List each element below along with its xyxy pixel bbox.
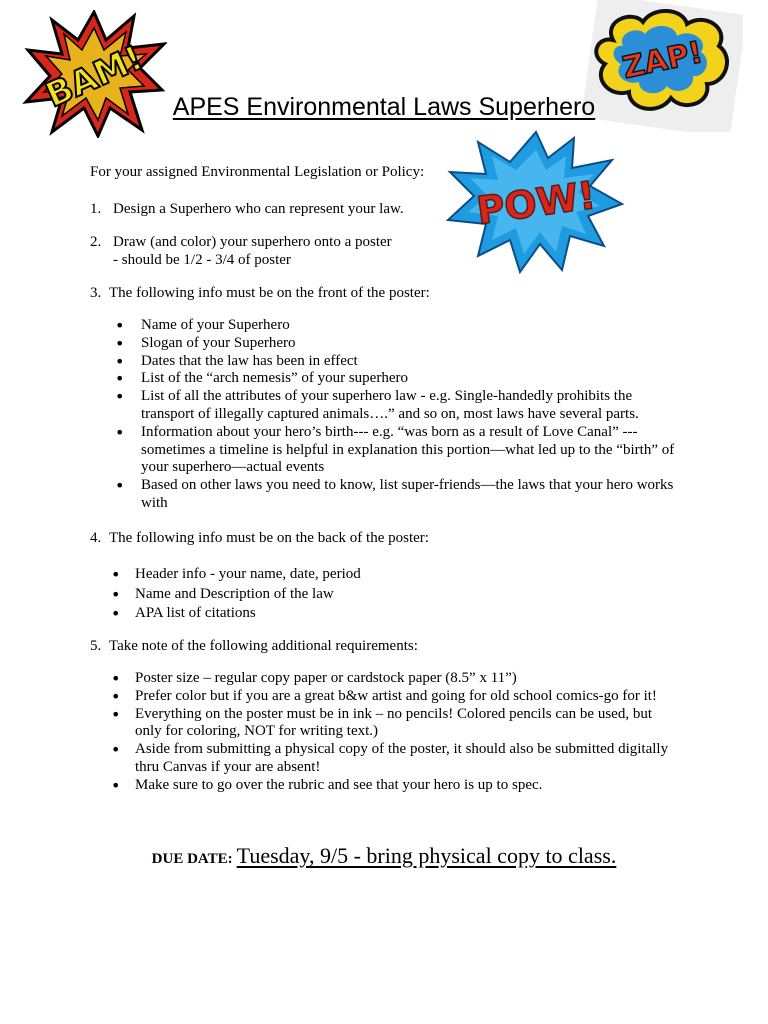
list-item: • Header info - your name, date, period <box>111 565 361 585</box>
list-item: • Information about your hero’s birth--- e.g. “was born as a result of Love Canal” --- sometimes a timeline is helpful in explanation this portion—what led up to the “birth” of your superhero—actual events <box>115 424 674 477</box>
step-number: 3. <box>90 285 102 301</box>
step-text: The following info must be on the back of the poster: <box>109 530 429 546</box>
step-number: 2. <box>90 234 102 250</box>
list-item: • Poster size – regular copy paper or cardstock paper (8.5” x 11”) <box>111 670 668 688</box>
step-5 <box>90 637 418 655</box>
list-item: • Aside from submitting a physical copy of the poster, it should also be submitted digitally thru Canvas if your are absent! <box>111 741 668 777</box>
list-item: • Based on other laws you need to know, list super-friends—the laws that your hero works with <box>115 477 674 513</box>
pow-text: POW! <box>473 172 599 234</box>
list-item: • Slogan of your Superhero <box>115 335 674 353</box>
step-number: 5. <box>90 638 102 654</box>
list-item: • APA list of citations <box>111 604 361 624</box>
step-text: Design a Superhero who can represent your law. <box>113 201 404 217</box>
zap-text: ZAP! <box>619 35 706 87</box>
front-requirements-list <box>115 317 674 513</box>
list-item: • Name of your Superhero <box>115 317 674 335</box>
step-text: Draw (and color) your superhero onto a poster <box>113 234 392 250</box>
list-item: • List of the “arch nemesis” of your superhero <box>115 370 674 388</box>
page-title: APES Environmental Laws Superhero <box>172 93 596 121</box>
additional-requirements-list <box>111 670 668 795</box>
back-requirements-list <box>111 565 361 624</box>
step-2-subtext: - should be 1/2 - 3/4 of poster <box>113 252 291 268</box>
step-3 <box>90 284 430 302</box>
due-date-label: DUE DATE: <box>151 851 233 867</box>
list-item: • Name and Description of the law <box>111 585 361 605</box>
pow-comic-graphic <box>444 130 626 274</box>
due-date-value: Tuesday, 9/5 - bring physical copy to class. <box>236 843 617 868</box>
list-item: • Dates that the law has been in effect <box>115 353 674 371</box>
intro-text: For your assigned Environmental Legislation or Policy: <box>90 164 425 180</box>
list-item: • Prefer color but if you are a great b&w artist and going for old school comics-go for it! <box>111 688 668 706</box>
step-2 <box>90 233 392 251</box>
step-number: 1. <box>90 201 102 217</box>
list-item: • List of all the attributes of your superhero law - e.g. Single-handedly prohibits the transport of illegally captured animals….” and so on, most laws have several parts. <box>115 388 674 424</box>
bam-text: BAM! <box>39 37 149 116</box>
step-1 <box>90 200 404 218</box>
step-number: 4. <box>90 530 102 546</box>
due-date <box>0 843 768 869</box>
step-4 <box>90 529 429 547</box>
step-text: Take note of the following additional requirements: <box>109 638 418 654</box>
step-text: The following info must be on the front of the poster: <box>109 285 430 301</box>
list-item: • Everything on the poster must be in ink – no pencils! Colored pencils can be used, but only for coloring, NOT for writing text.) <box>111 706 668 742</box>
list-item: • Make sure to go over the rubric and see that your hero is up to spec. <box>111 777 668 795</box>
